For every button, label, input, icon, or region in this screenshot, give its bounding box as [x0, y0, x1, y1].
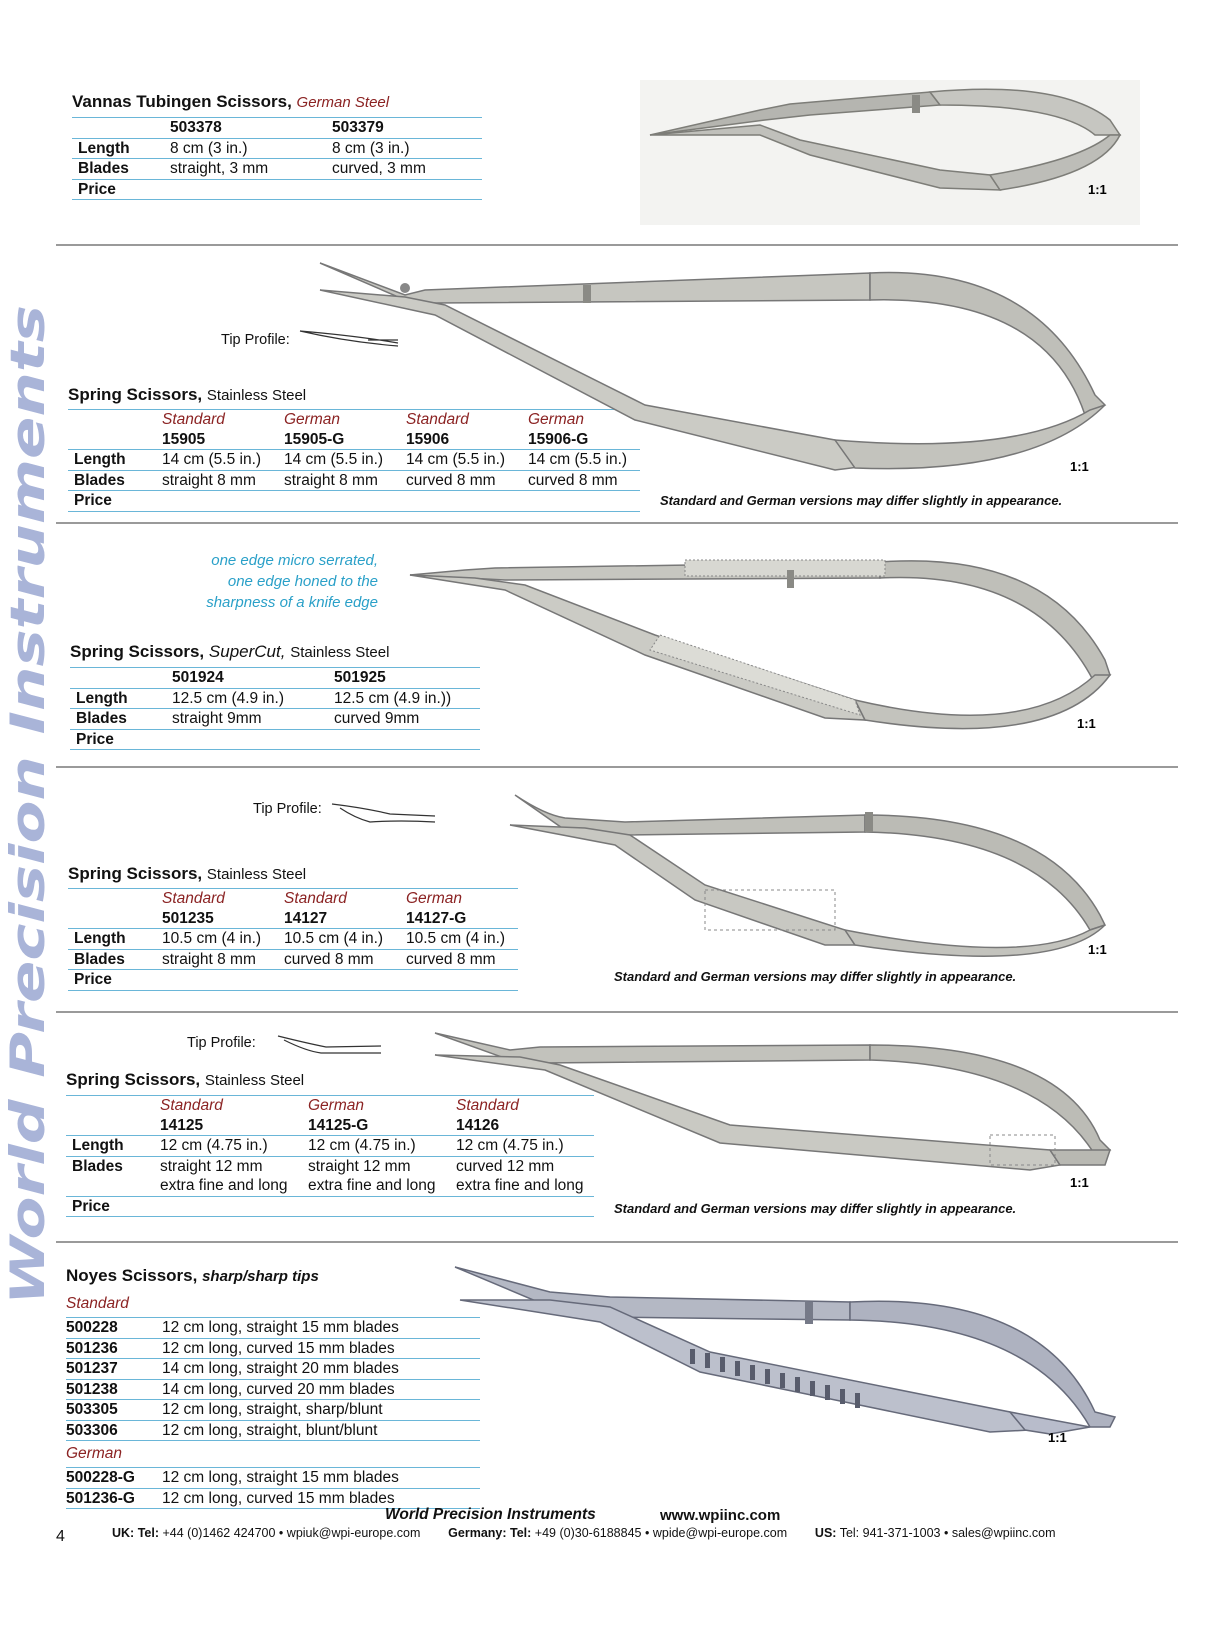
- noyes-table: [66, 1291, 480, 1509]
- spring1-spec-table: Standard German Standard German 15905 15905-G 15906 15906-G Length 14 cm (5.5 in.) 14 cm (5.5 in.) 14 cm (5.5 in.) 14 cm (5.5 in.) Blades straight 8 mm straight 8 mm curved 8 mm curved 8 mm Price: [68, 409, 640, 512]
- spring3-tip-label: Tip Profile:: [187, 1035, 256, 1051]
- footer-de-email[interactable]: wpide@wpi-europe.com: [652, 1526, 788, 1540]
- divider-2: [56, 522, 1178, 524]
- spring2-note: Standard and German versions may differ slightly in appearance.: [614, 969, 1017, 984]
- vannas-scissors-image: [640, 80, 1140, 225]
- table-row: 503306 12 cm long, straight, blunt/blunt: [66, 1420, 480, 1441]
- supercut-callout: one edge micro serrated, one edge honed to the sharpness of a knife edge: [206, 552, 378, 611]
- table-row: 501236-G 12 cm long, curved 15 mm blades: [66, 1488, 480, 1509]
- noyes-scale: 1:1: [1048, 1430, 1067, 1445]
- spring1-note: Standard and German versions may differ slightly in appearance.: [660, 493, 1063, 508]
- table-row: 500228 12 cm long, straight 15 mm blades: [66, 1318, 480, 1339]
- spring3-spec-table: Standard German Standard 14125 14125-G 14126 Length 12 cm (4.75 in.) 12 cm (4.75 in.) 12 cm (4.75 in.) Blades straight 12 mm straight 12 mm curved 12 mm extra fine and long extra fine and long extra fine and long Price: [66, 1095, 594, 1217]
- footer-uk-email[interactable]: wpiuk@wpi-europe.com: [286, 1526, 421, 1540]
- spring2-scissors-image: [505, 790, 1115, 965]
- sidebar-title-text: World Precision Instruments: [1, 553, 56, 1305]
- vannas-spec-table: 503378 503379 Length 8 cm (3 in.) 8 cm (3 in.) Blades straight, 3 mm curved, 3 mm Price: [72, 117, 482, 200]
- spring2-title: Spring Scissors, Stainless Steel: [68, 864, 307, 883]
- spring1-title: Spring Scissors, Stainless Steel: [68, 385, 307, 404]
- table-row: 501236 12 cm long, curved 15 mm blades: [66, 1338, 480, 1359]
- spring3-note: Standard and German versions may differ slightly in appearance.: [614, 1201, 1017, 1216]
- divider-4: [56, 1011, 1178, 1013]
- footer-website[interactable]: www.wpiinc.com: [660, 1507, 781, 1524]
- supercut-title: Spring Scissors, SuperCut, Stainless Steel: [70, 642, 390, 661]
- page-number: 4: [56, 1528, 65, 1545]
- table-row: 503305 12 cm long, straight, sharp/blunt: [66, 1400, 480, 1421]
- table-row: 501237 14 cm long, straight 20 mm blades: [66, 1359, 480, 1380]
- footer-company: World Precision Instruments: [385, 1506, 596, 1523]
- vannas-scale: 1:1: [1088, 182, 1107, 197]
- vannas-title: Vannas Tubingen Scissors, German Steel: [72, 92, 390, 111]
- spring3-tip-profile-icon: [276, 1033, 384, 1057]
- footer-us-email[interactable]: sales@wpiinc.com: [951, 1526, 1056, 1540]
- supercut-scale: 1:1: [1077, 716, 1096, 731]
- table-row: 501238 14 cm long, curved 20 mm blades: [66, 1379, 480, 1400]
- table-row: 500228-G 12 cm long, straight 15 mm blades: [66, 1468, 480, 1489]
- sidebar-title: [1, 300, 56, 1310]
- spring3-title: Spring Scissors, Stainless Steel: [66, 1070, 305, 1089]
- noyes-group-german: German: [66, 1441, 480, 1468]
- divider-3: [56, 766, 1178, 768]
- divider-1: [56, 244, 1178, 246]
- footer-contacts: UK: Tel: +44 (0)1462 424700 • wpiuk@wpi-europe.com Germany: Tel: +49 (0)30-6188845 • wpide@wpi-europe.com US: Tel: 941-371-1003 • sales@wpiinc.com: [112, 1526, 1056, 1540]
- spring1-tip-label: Tip Profile:: [221, 332, 290, 348]
- spring2-tip-profile-icon: [330, 800, 438, 826]
- spring3-scissors-image: [430, 1025, 1115, 1200]
- noyes-title: Noyes Scissors, sharp/sharp tips: [66, 1266, 319, 1285]
- spring2-tip-label: Tip Profile:: [253, 801, 322, 817]
- spring1-scale: 1:1: [1070, 459, 1089, 474]
- spring2-spec-table: Standard Standard German 501235 14127 14127-G Length 10.5 cm (4 in.) 10.5 cm (4 in.) 10.5 cm (4 in.) Blades straight 8 mm curved 8 mm curved 8 mm Price: [68, 888, 518, 991]
- supercut-scissors-image: [405, 540, 1120, 740]
- noyes-scissors-image: [450, 1262, 1120, 1452]
- noyes-group-standard: Standard: [66, 1291, 480, 1318]
- spring3-scale: 1:1: [1070, 1175, 1089, 1190]
- divider-5: [56, 1241, 1178, 1243]
- spring1-scissors-image: [315, 255, 1115, 485]
- spring2-scale: 1:1: [1088, 942, 1107, 957]
- supercut-spec-table: 501924 501925 Length 12.5 cm (4.9 in.) 12.5 cm (4.9 in.)) Blades straight 9mm curved 9mm Price: [70, 667, 480, 750]
